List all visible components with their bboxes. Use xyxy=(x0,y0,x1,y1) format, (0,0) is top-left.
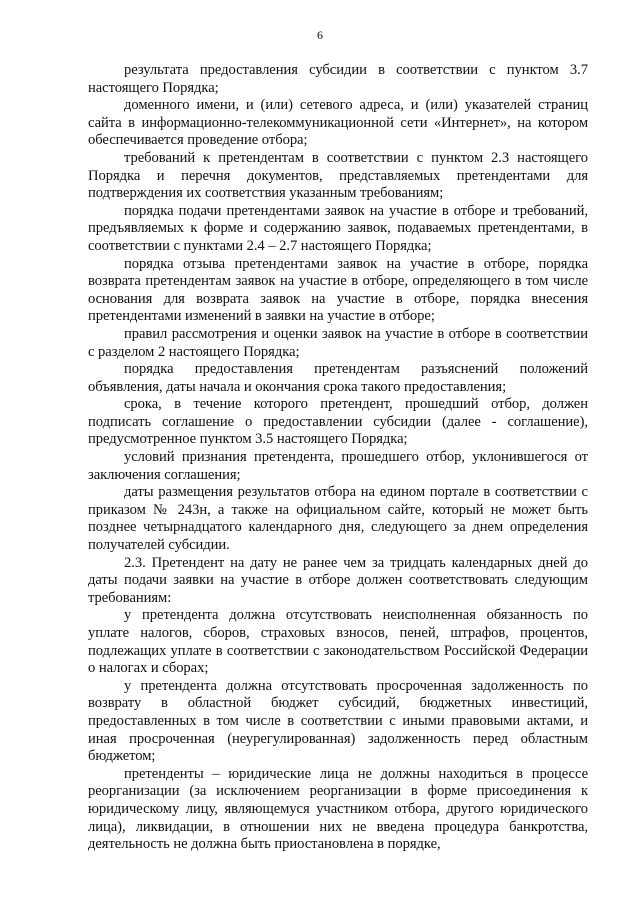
paragraph-4: порядка подачи претендентами заявок на участие в отборе и требований, предъявляемых к форме и содержанию заявок, подаваемых претендентами, в соответствии с пунктами 2.4 – 2.7 настоящего Порядка; xyxy=(88,202,588,254)
page-number: 6 xyxy=(317,28,323,42)
paragraph-8: срока, в течение которого претендент, прошедший отбор, должен подписать соглашение о предоставлении субсидии (далее - соглашение), предусмотренное пунктом 3.5 настоящего Порядка; xyxy=(88,396,588,448)
paragraph-9: условий признания претендента, прошедшего отбор, уклонившегося от заключения соглашения; xyxy=(88,449,588,483)
paragraph-5: порядка отзыва претендентами заявок на участие в отборе, порядка возврата претендентам заявок на участие в отборе, определяющего в том числе основания для возврата заявок на участие в отборе, порядка внесения претендентами изменений в заявки на участие в отборе; xyxy=(88,255,588,325)
paragraph-1: результата предоставления субсидии в соответствии с пунктом 3.7 настоящего Порядка; xyxy=(88,62,588,96)
paragraph-11: 2.3. Претендент на дату не ранее чем за тридцать календарных дней до даты подачи заявки на участие в отборе должен соответствовать следующим требованиям: xyxy=(88,554,588,606)
paragraph-13: у претендента должна отсутствовать просроченная задолженность по возврату в областной бюджет субсидий, бюджетных инвестиций, предоставленных в том числе в соответствии с иными правовыми актами, и иная просроченная (неурегулированная) задолженность перед областным бюджетом; xyxy=(88,677,588,765)
paragraph-10: даты размещения результатов отбора на едином портале в соответствии с приказом № 243н, а также на официальном сайте, который не может быть позднее четырнадцатого календарного дня, следующего за днем определения получателей субсидии. xyxy=(88,484,588,554)
paragraph-14: претенденты – юридические лица не должны находиться в процессе реорганизации (за исключением реорганизации в форме присоединения к юридическому лицу, являющемуся участником отбора, другого юридического лица), ликвидации, в отношении них не введена процедура банкротства, деятельность не должна быть приостановлена в порядке, xyxy=(88,765,588,853)
paragraph-7: порядка предоставления претендентам разъяснений положений объявления, даты начала и окончания срока такого предоставления; xyxy=(88,361,588,395)
paragraph-3: требований к претендентам в соответствии с пунктом 2.3 настоящего Порядка и перечня документов, представляемых претендентами для подтверждения их соответствия указанным требованиям; xyxy=(88,149,588,202)
document-body xyxy=(88,62,588,854)
paragraph-6: правил рассмотрения и оценки заявок на участие в отборе в соответствии с разделом 2 настоящего Порядка; xyxy=(88,325,588,360)
paragraph-2: доменного имени, и (или) сетевого адреса, и (или) указателей страниц сайта в информационно-телекоммуникационной сети «Интернет», на котором обеспечивается проведение отбора; xyxy=(88,97,588,149)
paragraph-12: у претендента должна отсутствовать неисполненная обязанность по уплате налогов, сборов, страховых взносов, пеней, штрафов, процентов, подлежащих уплате в соответствии с законодательством Российской Федерации о налогах и сборах; xyxy=(88,607,588,677)
